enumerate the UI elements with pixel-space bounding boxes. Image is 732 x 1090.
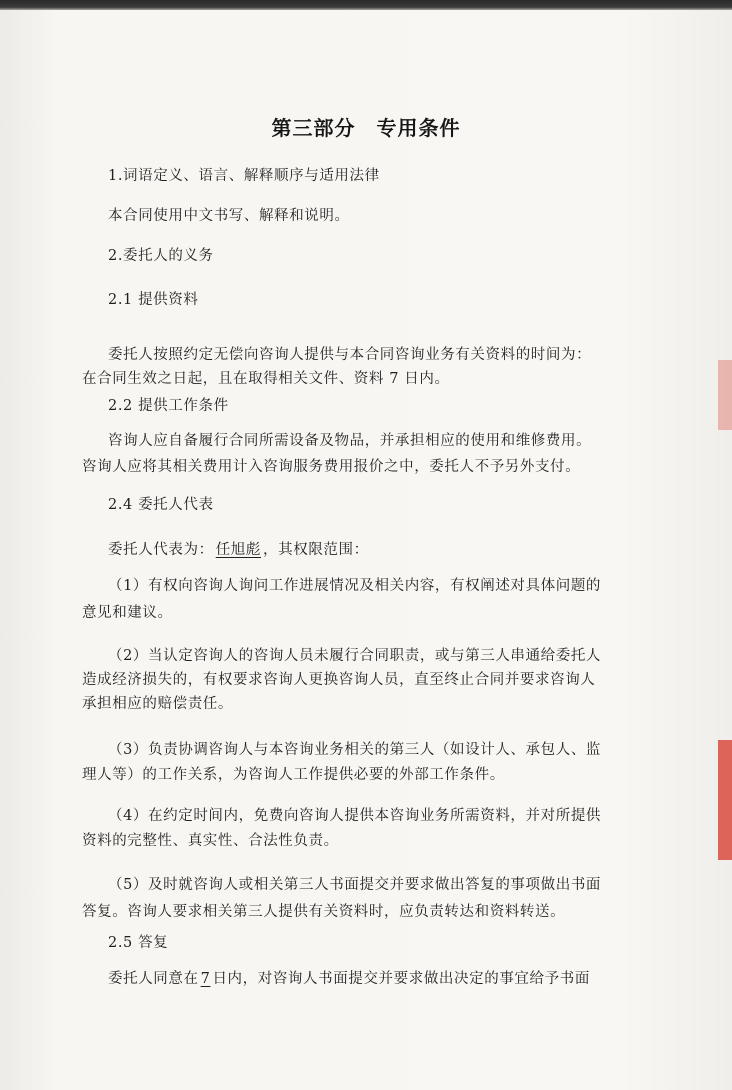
reply-days: 7: [200, 971, 211, 987]
section-2-2-heading: 2.2 提供工作条件: [108, 398, 229, 414]
item-1-line-1: （1）有权向咨询人询问工作进展情况及相关内容，有权阐述对具体问题的: [108, 578, 602, 594]
section-1-text: 本合同使用中文书写、解释和说明。: [108, 208, 350, 224]
section-2-heading: 2.委托人的义务: [108, 248, 214, 264]
seal-edge-top: [718, 360, 732, 430]
representative-suffix: ，其权限范围：: [263, 542, 369, 558]
page-title: 第三部分 专用条件: [271, 116, 461, 140]
item-1-line-2: 意见和建议。: [82, 605, 173, 621]
reply-prefix: 委托人同意在: [108, 971, 199, 987]
item-3-line-1: （3）负责协调咨询人与本咨询业务相关的第三人（如设计人、承包人、监: [108, 742, 602, 758]
section-2-4-heading: 2.4 委托人代表: [108, 497, 214, 513]
section-2-1-line-2: 在合同生效之日起，且在取得相关文件、资料 7 日内。: [82, 371, 450, 387]
section-2-5-heading: 2.5 答复: [108, 935, 169, 951]
item-4-line-1: （4）在约定时间内，免费向咨询人提供本咨询业务所需资料，并对所提供: [108, 808, 602, 824]
item-5-line-1: （5）及时就咨询人或相关第三人书面提交并要求做出答复的事项做出书面: [108, 877, 602, 893]
item-4-line-2: 资料的完整性、真实性、合法性负责。: [82, 833, 339, 849]
item-3-line-2: 理人等）的工作关系，为咨询人工作提供必要的外部工作条件。: [82, 767, 505, 783]
section-2-5-line-1: [108, 969, 590, 989]
item-2-line-2: 造成经济损失的，有权要求咨询人更换咨询人员，直至终止合同并要求咨询人: [82, 672, 596, 688]
section-2-2-line-1: 咨询人应自备履行合同所需设备及物品，并承担相应的使用和维修费用。: [108, 433, 592, 449]
section-1-heading: 1.词语定义、语言、解释顺序与适用法律: [108, 168, 380, 184]
seal-edge-bottom: [718, 740, 732, 860]
item-2-line-1: （2）当认定咨询人的咨询人员未履行合同职责，或与第三人串通给委托人: [108, 648, 602, 664]
representative-name: 任旭彪: [215, 542, 262, 558]
reply-suffix: 日内，对咨询人书面提交并要求做出决定的事宜给予书面: [212, 971, 590, 987]
section-2-1-line-1: 委托人按照约定无偿向咨询人提供与本合同咨询业务有关资料的时间为：: [108, 347, 592, 363]
item-5-line-2: 答复。咨询人要求相关第三人提供有关资料时，应负责转达和资料转送。: [82, 904, 566, 920]
representative-prefix: 委托人代表为：: [108, 542, 214, 558]
section-2-1-heading: 2.1 提供资料: [108, 292, 199, 308]
section-2-2-line-2: 咨询人应将其相关费用计入咨询服务费用报价之中，委托人不予另外支付。: [82, 459, 581, 475]
item-2-line-3: 承担相应的赔偿责任。: [82, 696, 233, 712]
representative-line: [108, 540, 369, 560]
